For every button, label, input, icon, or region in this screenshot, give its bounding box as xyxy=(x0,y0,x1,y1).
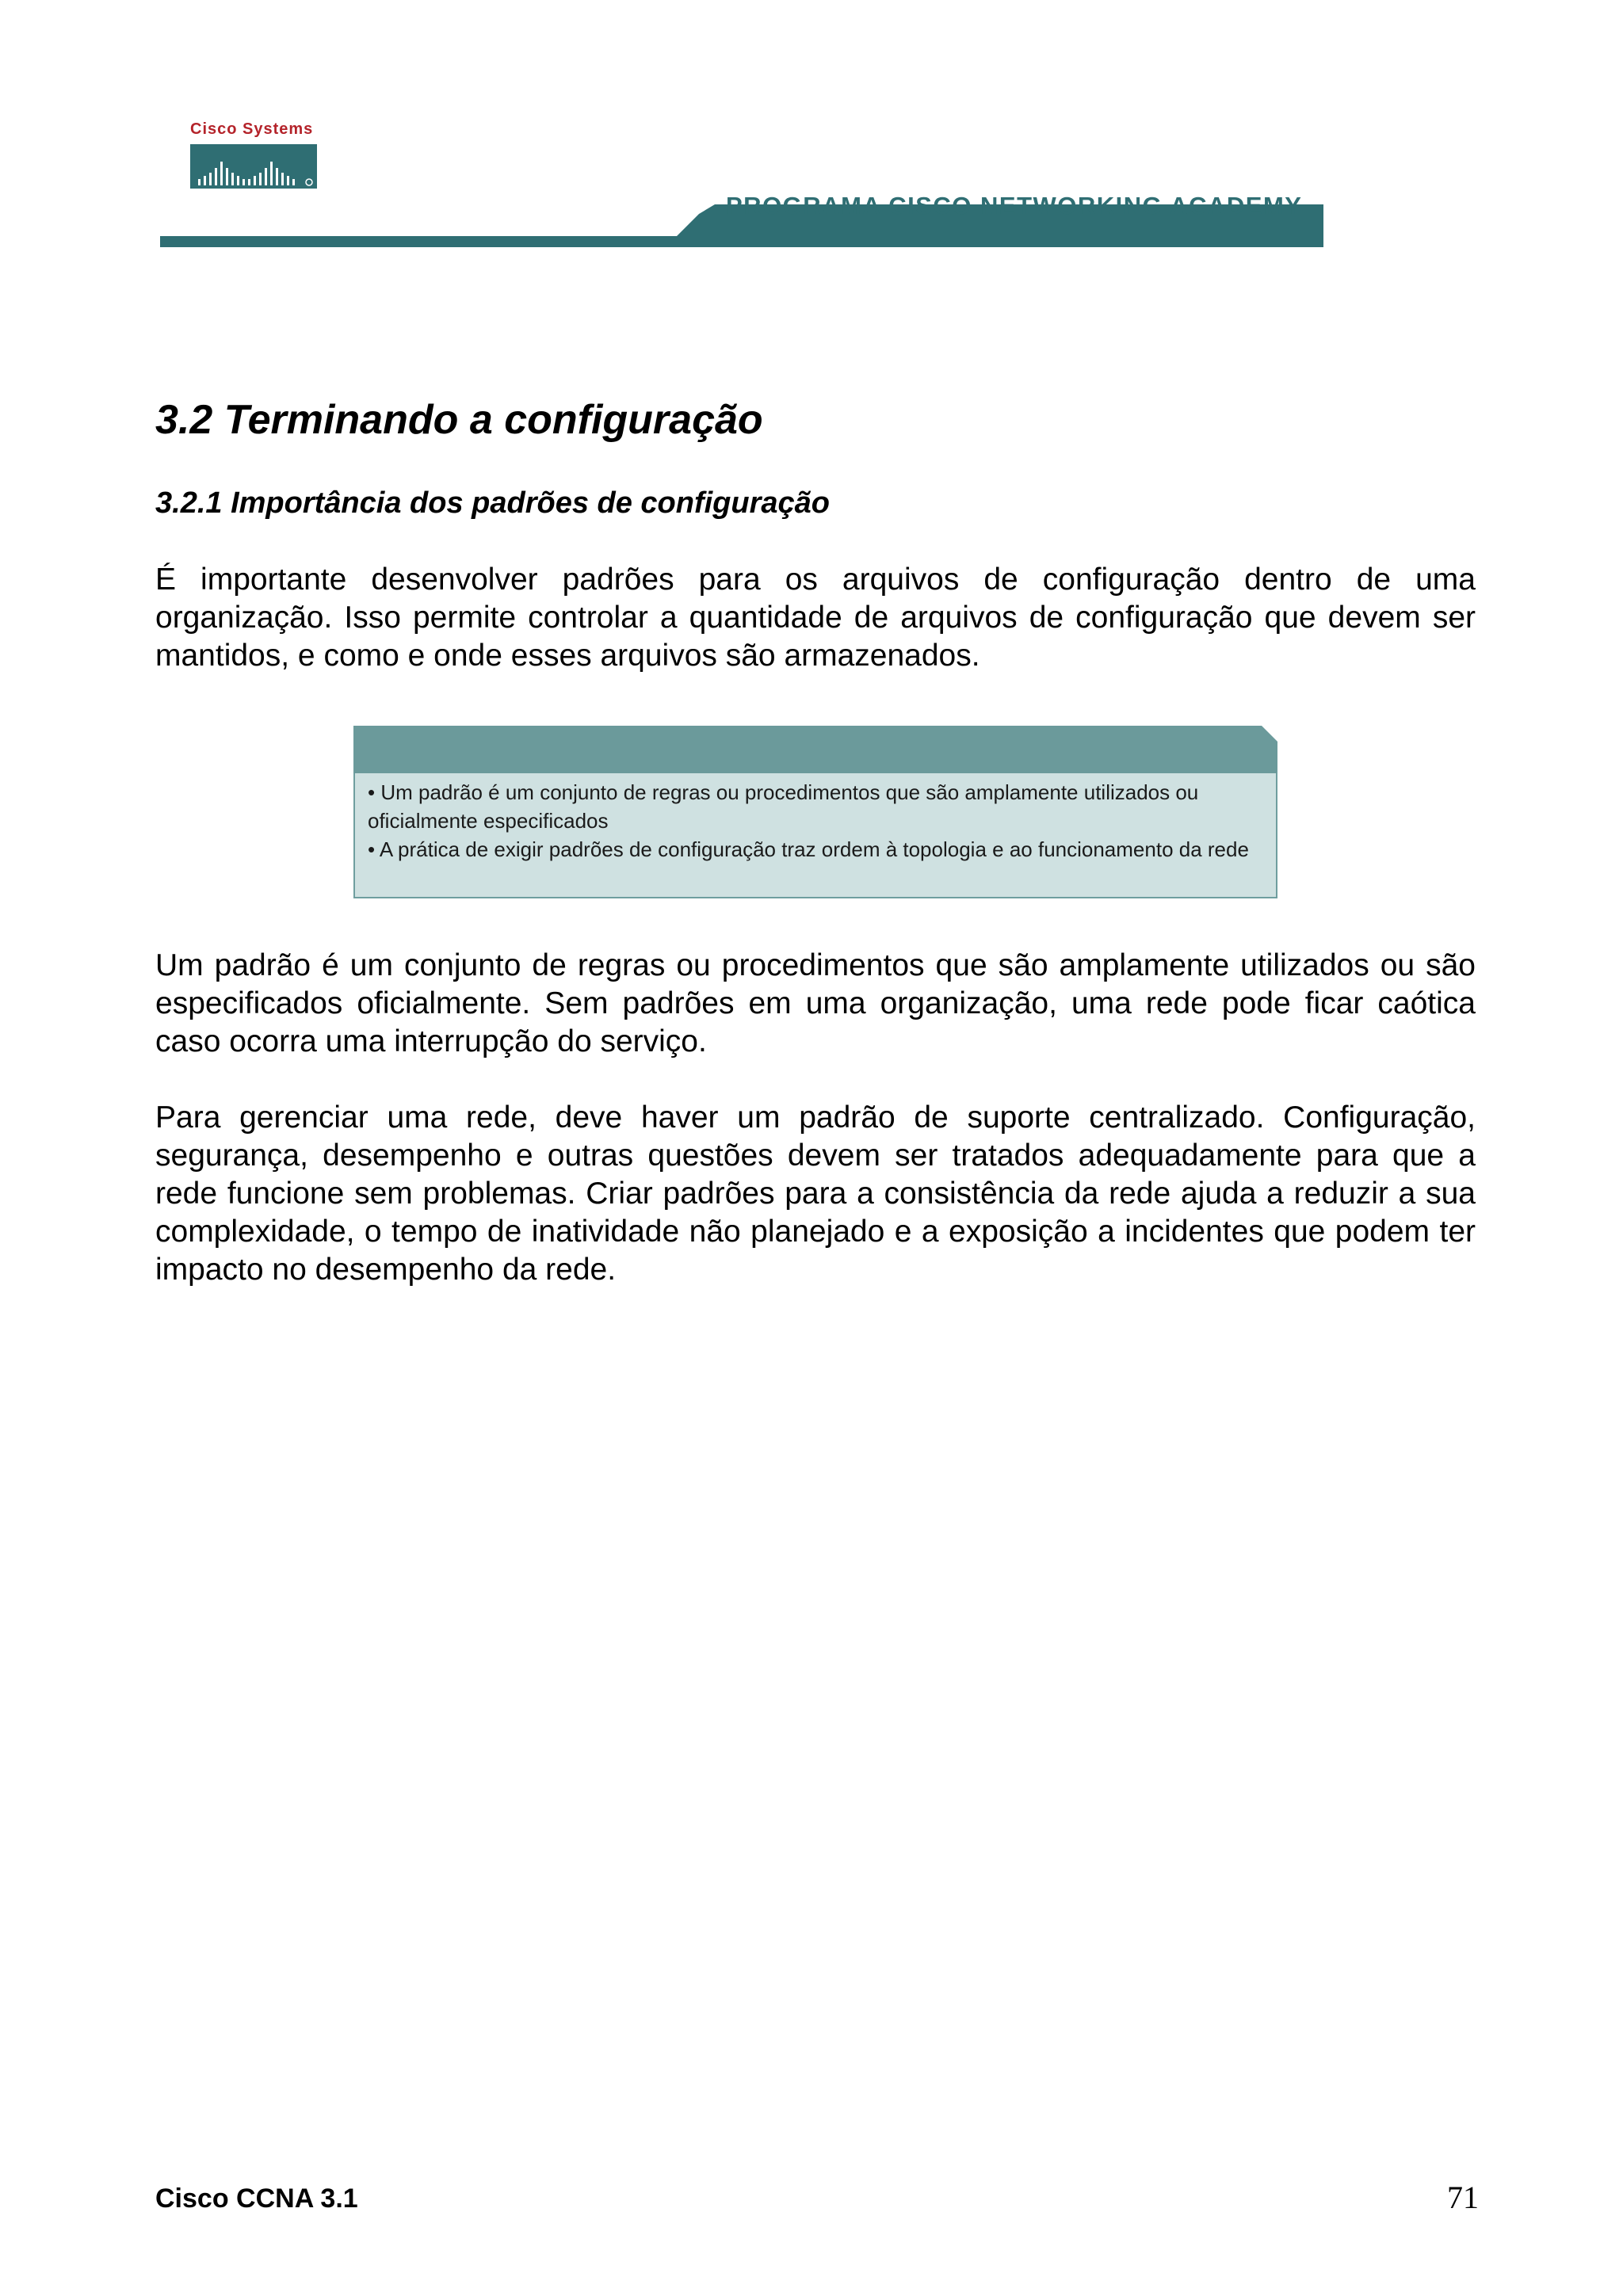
academy-title: PROGRAMA CISCO NETWORKING ACADEMY xyxy=(726,192,1303,219)
footer-course-name: Cisco CCNA 3.1 xyxy=(155,2183,358,2214)
section-title: 3.2 Terminando a configuração xyxy=(155,397,763,443)
subsection-title: 3.2.1 Importância dos padrões de configuração xyxy=(155,486,831,520)
figure-body xyxy=(353,773,1277,898)
figure-header-bar xyxy=(353,726,1277,773)
logo-text: Cisco Systems xyxy=(190,120,314,138)
figure-bullet-list xyxy=(355,773,1276,864)
standards-figure xyxy=(353,726,1277,900)
paragraph-intro: É importante desenvolver padrões para os arquivos de configuração dentro de uma organização. Isso permite controlar a quantidade de arquivos de configuração que devem ser mantidos, e como e onde esses arquivos são armazenados. xyxy=(155,563,1476,673)
paragraph-standard-definition: Um padrão é um conjunto de regras ou procedimentos que são amplamente utilizados ou são especificados oficialmente. Sem padrões em uma organização, uma rede pode ficar caótica caso ocorra uma interrupção do serviço. xyxy=(155,948,1476,1058)
figure-bullet: • A prática de exigir padrões de configuração traz ordem à topologia e ao funcionamento da rede xyxy=(368,837,1249,861)
figure-bullet: • Um padrão é um conjunto de regras ou procedimentos que são amplamente utilizados ou oficialmente especificados xyxy=(368,780,1199,833)
paragraph-network-management: Para gerenciar uma rede, deve haver um padrão de suporte centralizado. Configuração, segurança, desempenho e outras questões devem ser tratados adequadamente para que a rede funcione sem problemas. Criar padrões para a consistência da rede ajuda a reduzir a sua complexidade, o tempo de inatividade não planejado e a exposição a incidentes que podem ter impacto no desempenho da rede. xyxy=(155,1100,1476,1287)
page-number: 71 xyxy=(1447,2180,1479,2215)
cisco-logo xyxy=(190,120,317,189)
